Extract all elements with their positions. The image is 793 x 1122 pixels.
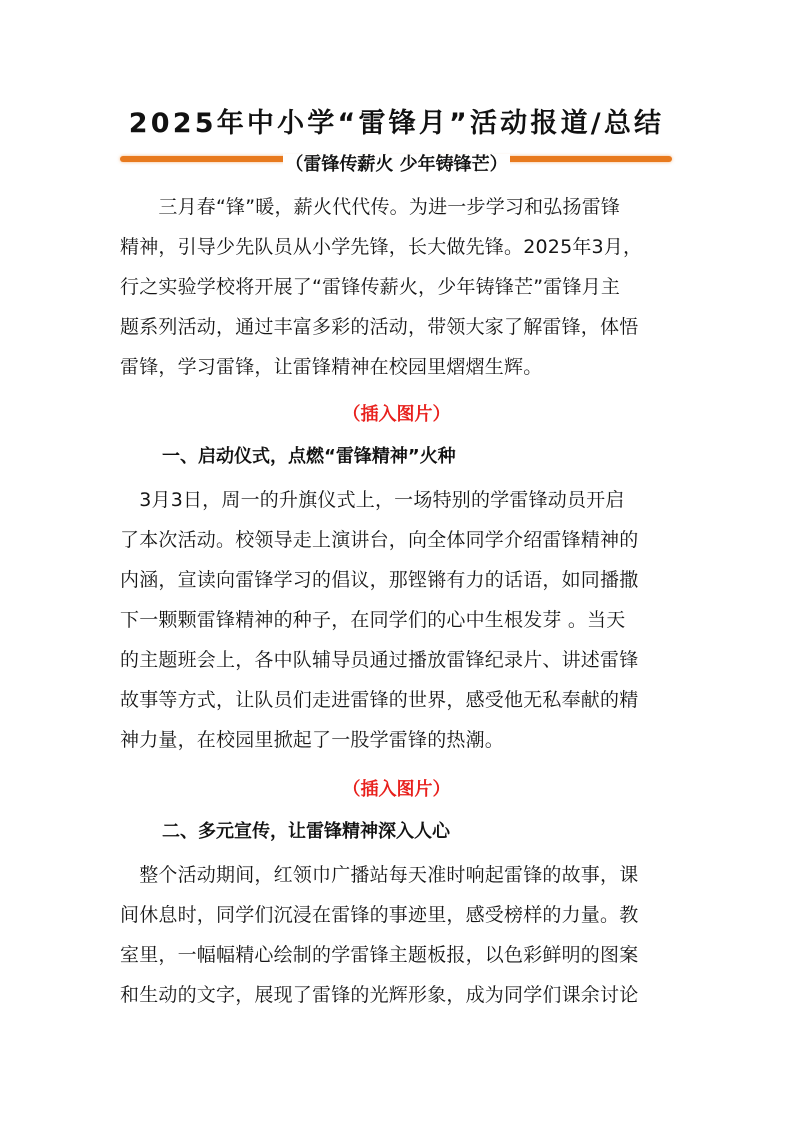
paragraph-line: 下一颗颗雷锋精神的种子，在同学们的心中生根发芽 。当天 <box>120 609 626 631</box>
paragraph-line: 室里，一幅幅精心绘制的学雷锋主题板报，以色彩鲜明的图案 <box>120 944 639 966</box>
document-title: 2025年中小学“雷锋月”活动报道/总结 <box>128 108 665 139</box>
section-heading-2: 二、多元宣传，让雷锋精神深入人心 <box>162 821 450 842</box>
insert-image-placeholder: （插入图片） <box>342 404 451 425</box>
paragraph-line: 雷锋，学习雷锋，让雷锋精神在校园里熠熠生辉。 <box>120 356 543 378</box>
paragraph-line: 3月3日，周一的升旗仪式上，一场特别的学雷锋动员开启 <box>120 489 625 511</box>
paragraph-line: 了本次活动。校领导走上演讲台，向全体同学介绍雷锋精神的 <box>120 529 639 551</box>
intro-paragraph <box>120 187 675 387</box>
paragraph-line: 三月春“锋”暖，薪火代代传。为进一步学习和弘扬雷锋 <box>120 196 621 218</box>
paragraph-line: 的主题班会上，各中队辅导员通过播放雷锋纪录片、讲述雷锋 <box>120 649 639 671</box>
document-subtitle <box>100 152 693 178</box>
paragraph-line: 内涵，宣读向雷锋学习的倡议，那铿锵有力的话语，如同播撒 <box>120 569 639 591</box>
paragraph-line: 神力量，在校园里掀起了一股学雷锋的热潮。 <box>120 729 505 751</box>
paragraph-line: 题系列活动，通过丰富多彩的活动，带领大家了解雷锋，体悟 <box>120 316 639 338</box>
paragraph-line: 整个活动期间，红领巾广播站每天准时响起雷锋的故事，课 <box>120 864 639 886</box>
paragraph-line: 行之实验学校将开展了“雷锋传薪火，少年铸锋芒”雷锋月主 <box>120 276 621 298</box>
section-heading-1: 一、启动仪式，点燃“雷锋精神”火种 <box>162 446 456 467</box>
section2-paragraph <box>120 855 675 1015</box>
section1-paragraph <box>120 480 675 760</box>
paragraph-line: 和生动的文字，展现了雷锋的光辉形象，成为同学们课余讨论 <box>120 984 639 1006</box>
subtitle-text: （雷锋传薪火 少年铸锋芒） <box>285 154 508 175</box>
paragraph-line: 精神，引导少先队员从小学先锋，长大做先锋。2025年3月， <box>120 236 643 258</box>
paragraph-line: 间休息时，同学们沉浸在雷锋的事迹里，感受榜样的力量。教 <box>120 904 639 926</box>
insert-image-placeholder: （插入图片） <box>342 779 451 800</box>
paragraph-line: 故事等方式，让队员们走进雷锋的世界，感受他无私奉献的精 <box>120 689 639 711</box>
